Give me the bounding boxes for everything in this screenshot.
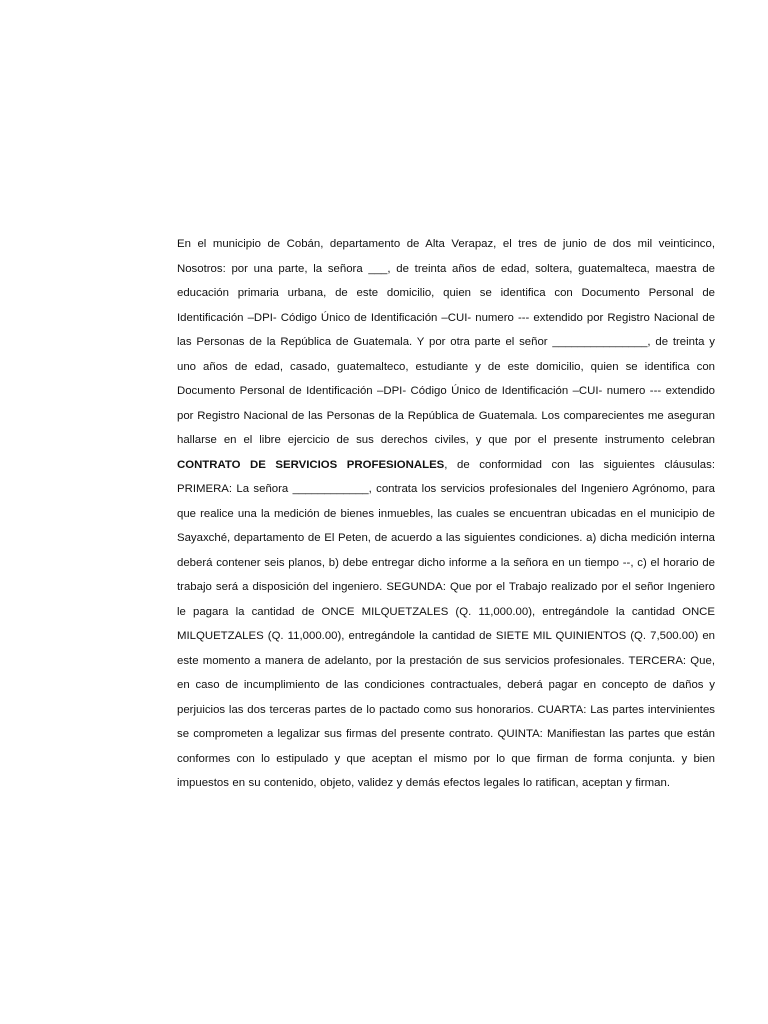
contract-text-clauses: , de conformidad con las siguientes cláusulas: PRIMERA: La señora ____________, contrata los servicios profesionales del Ingeniero Agrónomo, para que realice una la medición de bienes inmuebles, las cuales se encuentran ubicadas en el municipio de Sayaxché, departamento de El Peten, de acuerdo a las siguientes condiciones. a) dicha medición interna deberá contener seis planos, b) debe entregar dicho informe a la señora en un tiempo --, c) el horario de trabajo será a disposición del ingeniero. SEGUNDA: Que por el Trabajo realizado por el señor Ingeniero le pagara la cantidad de ONCE MILQUETZALES (Q. 11,000.00), entregándole la cantidad ONCE MILQUETZALES (Q. 11,000.00), entregándole la cantidad de SIETE MIL QUINIENTOS (Q. 7,500.00) en este momento a manera de adelanto, por la prestación de sus servicios profesionales. TERCERA: Que, en caso de incumplimiento de las condiciones contractuales, deberá pagar en concepto de daños y perjuicios las dos terceras partes de lo pactado como sus honorarios. CUARTA: Las partes intervinientes se comprometen a legalizar sus firmas del presente contrato. QUINTA: Manifiestan las partes que están conformes con lo estipulado y que aceptan el mismo por lo que firman de forma conjunta. y bien impuestos en su contenido, objeto, validez y demás efectos legales lo ratifican, aceptan y firman. <box>177 458 715 789</box>
contract-text-intro: En el municipio de Cobán, departamento de Alta Verapaz, el tres de junio de dos mil veinticinco, Nosotros: por una parte, la señora ___, de treinta años de edad, soltera, guatemalteca, maestra de educación primaria urbana, de este domicilio, quien se identifica con Documento Personal de Identificación –DPI- Código Único de Identificación –CUI- numero --- extendido por Registro Nacional de las Personas de la República de Guatemala. Y por otra parte el señor _______________, de treinta y uno años de edad, casado, guatemalteco, estudiante y de este domicilio, quien se identifica con Documento Personal de Identificación –DPI- Código Único de Identificación –CUI- numero --- extendido por Registro Nacional de las Personas de la República de Guatemala. Los comparecientes me aseguran hallarse en el libre ejercicio de sus derechos civiles, y que por el presente instrumento celebran <box>177 238 715 446</box>
contract-title: CONTRATO DE SERVICIOS PROFESIONALES <box>177 458 445 471</box>
contract-paragraph <box>177 232 715 796</box>
